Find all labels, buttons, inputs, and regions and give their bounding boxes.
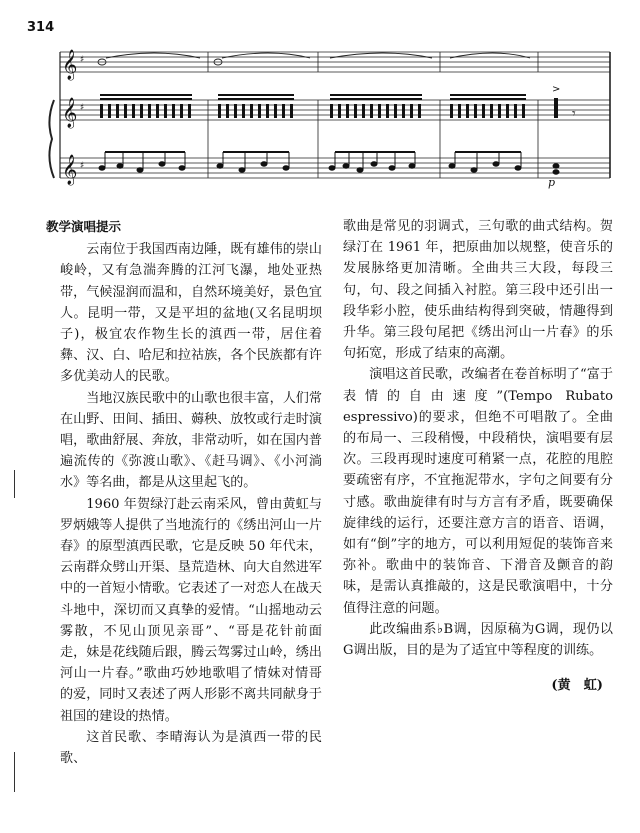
left-column: [46, 216, 322, 769]
paragraph: 歌曲是常见的羽调式，三句歌的曲式结构。贺绿汀在 1961 年，把原曲加以规整，使音乐的发展脉络更加清晰。全曲共三大段，每段三句，句、段之间插入衬腔。第三段中还引出一段华彩小腔，使乐曲结构得到突破，情趣得到升华。第三段句尾把《绣出河山一片春》的乐句拓宽，形成了结束的高潮。: [343, 219, 613, 362]
right-column: [343, 216, 613, 696]
paragraph: 此改编曲系♭B调，因原稿为G调，现仍以G调出版，目的是为了适宜中等程度的训练。: [343, 621, 613, 659]
author-signature: (黄 虹): [551, 678, 603, 694]
svg-text:𝄞: 𝄞: [62, 98, 78, 128]
page-number: 314: [27, 20, 55, 35]
svg-text:p: p: [548, 176, 556, 189]
paragraph: 云南位于我国西南边陲，既有雄伟的崇山峻岭，又有急湍奔腾的江河飞瀑，地处亚热带，气候湿润而温和，自然环境美好，景色宜人。昆明一带，又是平坦的盆地(又名昆明坝子)，极宜农作物生长的滇西一带，居住着彝、汉、白、哈尼和拉祜族，各个民族都有许多优美动人的民歌。: [60, 242, 322, 385]
paragraph: 1960 年贺绿汀赴云南采风，曾由黄虹与罗炳娥等人提供了当地流行的《绣出河山一片春》的原型滇西民歌，它是反映 50 年代末，云南群众劈山开渠、垦荒造林、向大自然进军中的一首短小情歌。它表述了一对恋人在战天斗地中，深切而又真挚的爱情。“山摇地动云雾散，不见山顶见亲哥”、“哥是花针前面走，妹是花线随后跟，腾云驾雾过山岭，绣出河山一片春。”歌曲巧妙地歌唱了情妹对情哥的爱，同时又表述了两人形影不离共同献身于祖国的建设的热情。: [60, 496, 322, 724]
svg-text:♯: ♯: [80, 55, 85, 65]
paragraph: 当地汉族民歌中的山歌也很丰富，人们常在山野、田间、插田、薅秧、放牧或行走时演唱，歌曲舒展、奔放，非常动听，如在国内普遍流传的《弥渡山歌》、《赶马调》、《小河淌水》等名曲，都是从这里起飞的。: [60, 390, 322, 491]
voice-staff: [60, 52, 610, 72]
svg-text:𝄞: 𝄞: [62, 155, 78, 185]
svg-text:♯: ♯: [80, 103, 85, 113]
paragraph: 这首民歌、李晴海认为是滇西一带的民歌、: [60, 729, 322, 767]
svg-text:𝄾: 𝄾: [572, 106, 576, 122]
svg-text:𝄞: 𝄞: [62, 50, 78, 80]
paragraph: 演唱这首民歌，改编者在卷首标明了“富于表情的自由速度”(Tempo Rubato espressivo)的要求，但绝不可唱散了。全曲的布局一、三段稍慢，中段稍快，演唱要有层次。三段再现时速度可稍紧一点，花腔的甩腔要疏密有序，不宜拖泥带水，字句之间要有分寸感。歌曲旋律有时与方言有矛盾，既要确保旋律线的运行，还要注意方言的语音、语调，如有“倒”字的地方，可以利用短促的装饰音来弥补。歌曲中的装饰音、下滑音及颤音的韵味，是需认真推敲的，这是民歌演唱中，十分值得注意的问题。: [343, 367, 613, 616]
margin-mark: [14, 752, 15, 792]
section-heading: 教学演唱提示: [46, 219, 122, 234]
svg-text:>: >: [552, 84, 561, 95]
svg-text:♯: ♯: [80, 161, 85, 171]
margin-mark: [14, 470, 15, 498]
music-score: [40, 40, 620, 210]
